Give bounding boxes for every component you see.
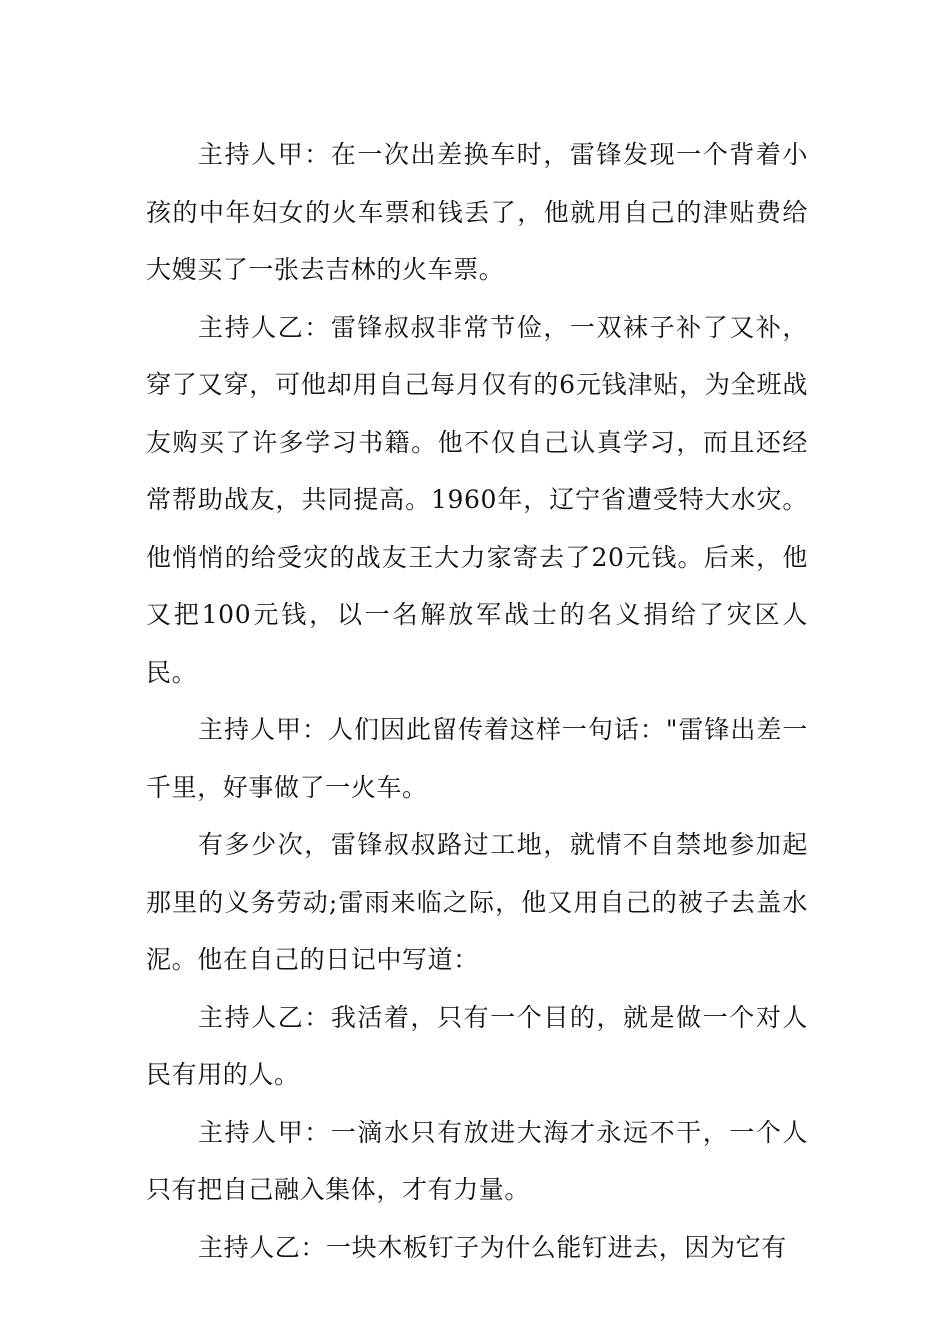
paragraph-volunteer-labor: 有多少次，雷锋叔叔路过工地，就情不自禁地参加起那里的义务劳动;雷雨来临之际，他又用自己的被子去盖水泥。他在自己的日记中写道：: [146, 830, 808, 974]
paragraph-host-a-water-drop: 主持人甲：一滴水只有放进大海才永远不干，一个人只有把自己融入集体，才有力量。: [146, 1117, 808, 1204]
paragraph-host-a-saying: 主持人甲：人们因此留传着这样一句话："雷锋出差一千里，好事做了一火车。: [146, 715, 808, 802]
paragraph-host-b-nail: 主持人乙：一块木板钉子为什么能钉进去，因为它有: [198, 1232, 787, 1262]
document-body: [146, 126, 808, 1276]
paragraph-host-a-train-ticket: 主持人甲：在一次出差换车时，雷锋发现一个背着小孩的中年妇女的火车票和钱丢了，他就用自己的津贴费给大嫂买了一张去吉林的火车票。: [146, 140, 808, 284]
paragraph-host-b-purpose: 主持人乙：我活着，只有一个目的，就是做一个对人民有用的人。: [146, 1002, 808, 1089]
paragraph-host-b-frugal: 主持人乙：雷锋叔叔非常节俭，一双袜子补了又补，穿了又穿，可他却用自己每月仅有的6元钱津贴，为全班战友购买了许多学习书籍。他不仅自己认真学习，而且还经常帮助战友，共同提高。1960年，辽宁省遭受特大水灾。他悄悄的给受灾的战友王大力家寄去了20元钱。后来，他又把100元钱，以一名解放军战士的名义捐给了灾区人民。: [146, 312, 808, 687]
